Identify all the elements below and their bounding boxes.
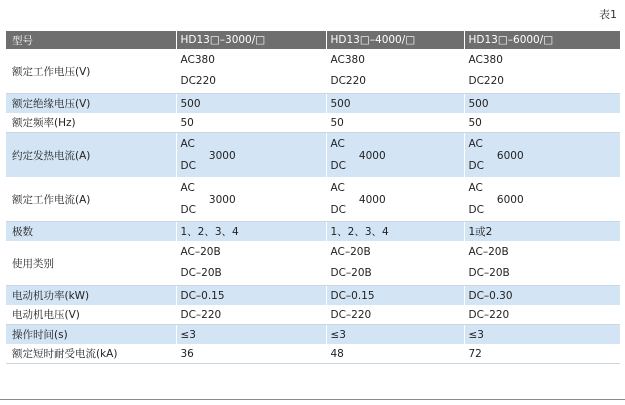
table-cell: DC–220	[464, 305, 620, 325]
row-label: 约定发热电流(A)	[6, 133, 176, 178]
row-label: 额定短时耐受电流(kA)	[6, 344, 176, 364]
header-row	[6, 31, 620, 49]
row-label: 操作时间(s)	[6, 325, 176, 345]
header-4000: HD13□–4000/□	[326, 31, 464, 49]
row-label: 额定绝缘电压(V)	[6, 94, 176, 114]
table-row	[6, 286, 620, 306]
table-row	[6, 113, 620, 133]
table-cell: 500	[326, 94, 464, 114]
table-cell: 1、2、3、4	[176, 222, 326, 242]
table-cell: ≤3	[176, 325, 326, 345]
table-cell: 50	[326, 113, 464, 133]
page-divider	[0, 399, 625, 400]
row-label: 额定工作电流(A)	[6, 177, 176, 222]
table-row: 使用类别 AC–20B DC–20B AC–20B DC–20B AC–20B DC–20B	[6, 241, 620, 286]
header-model: 型号	[6, 31, 176, 49]
table-cell: ≤3	[464, 325, 620, 345]
table-row	[6, 222, 620, 242]
table-row	[6, 305, 620, 325]
table-cell: 1或2	[464, 222, 620, 242]
table-cell: 72	[464, 344, 620, 364]
spec-table	[6, 31, 620, 364]
table-row: 额定工作电流(A) AC DC 3000 AC DC 4000 AC DC 6000	[6, 177, 620, 222]
row-label: 电动机电压(V)	[6, 305, 176, 325]
table-cell: 500	[464, 94, 620, 114]
table-cell: 500	[176, 94, 326, 114]
row-label: 电动机功率(kW)	[6, 286, 176, 306]
table-caption: 表1	[599, 8, 617, 21]
row-label: 使用类别	[6, 241, 176, 286]
table-cell: DC–0.30	[464, 286, 620, 306]
table-cell: DC–0.15	[326, 286, 464, 306]
row-label: 极数	[6, 222, 176, 242]
table-row	[6, 94, 620, 114]
table-row: 额定工作电压(V) AC380 DC220 AC380 DC220 AC380 DC220	[6, 49, 620, 94]
table-cell: DC–0.15	[176, 286, 326, 306]
table-cell: DC–220	[176, 305, 326, 325]
table-cell: 50	[176, 113, 326, 133]
row-label: 额定频率(Hz)	[6, 113, 176, 133]
table-row: 约定发热电流(A) AC DC 3000 AC DC 4000 AC DC 6000	[6, 133, 620, 178]
table-cell: ≤3	[326, 325, 464, 345]
table-cell: 36	[176, 344, 326, 364]
table-row	[6, 344, 620, 364]
table-cell: 1、2、3、4	[326, 222, 464, 242]
header-3000: HD13□–3000/□	[176, 31, 326, 49]
table-row	[6, 325, 620, 345]
table-cell: DC–220	[326, 305, 464, 325]
row-label: 额定工作电压(V)	[6, 49, 176, 94]
header-6000: HD13□–6000/□	[464, 31, 620, 49]
table-cell: 50	[464, 113, 620, 133]
table-cell: 48	[326, 344, 464, 364]
